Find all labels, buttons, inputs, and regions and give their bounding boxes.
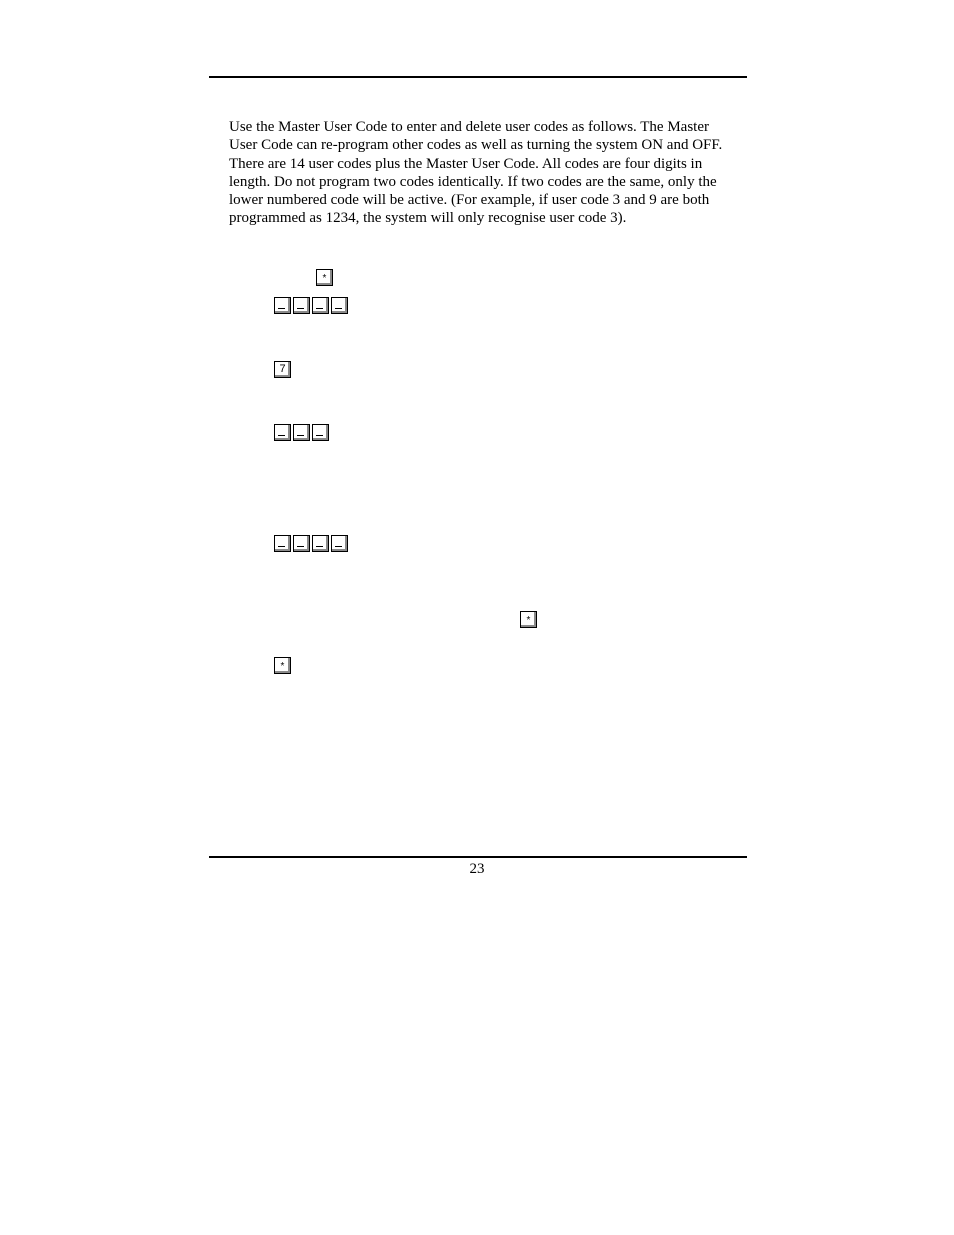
star-key-icon: * (316, 269, 333, 286)
digit-key-icon (293, 297, 310, 314)
star-key-icon: * (274, 657, 291, 674)
intro-paragraph-2: There are 14 user codes plus the Master User Code. All codes are four digits in length. Do not program two codes identically. If two codes are the same, only the lower numbered code will be active. (For example, if user code 3 and 9 are both programmed as 1234, the system will only recognise user code 3). (229, 155, 717, 227)
header-rule (209, 76, 747, 78)
intro-paragraph-1: Use the Master User Code to enter and delete user codes as follows. The Master User Code can re-program other codes as well as turning the system ON and OFF. (229, 119, 723, 154)
digit-key-icon (274, 424, 291, 441)
step-1-keys (316, 269, 333, 286)
seven-key-icon: 7 (274, 361, 291, 378)
digit-key-icon (312, 535, 329, 552)
digit-key-icon (331, 535, 348, 552)
step-3-keys (274, 361, 291, 378)
step-6-keys (520, 611, 537, 628)
digit-key-icon (312, 297, 329, 314)
digit-key-icon (274, 535, 291, 552)
digit-key-icon (274, 297, 291, 314)
page-number: 23 (469, 861, 485, 877)
master-code-keys (274, 297, 348, 314)
intro-text (229, 118, 739, 228)
digit-key-icon (293, 424, 310, 441)
star-key-icon: * (520, 611, 537, 628)
footer-rule (209, 856, 747, 858)
digit-key-icon (293, 535, 310, 552)
user-number-keys (274, 424, 329, 441)
new-code-keys (274, 535, 348, 552)
digit-key-icon (331, 297, 348, 314)
digit-key-icon (312, 424, 329, 441)
step-7-keys (274, 657, 291, 674)
